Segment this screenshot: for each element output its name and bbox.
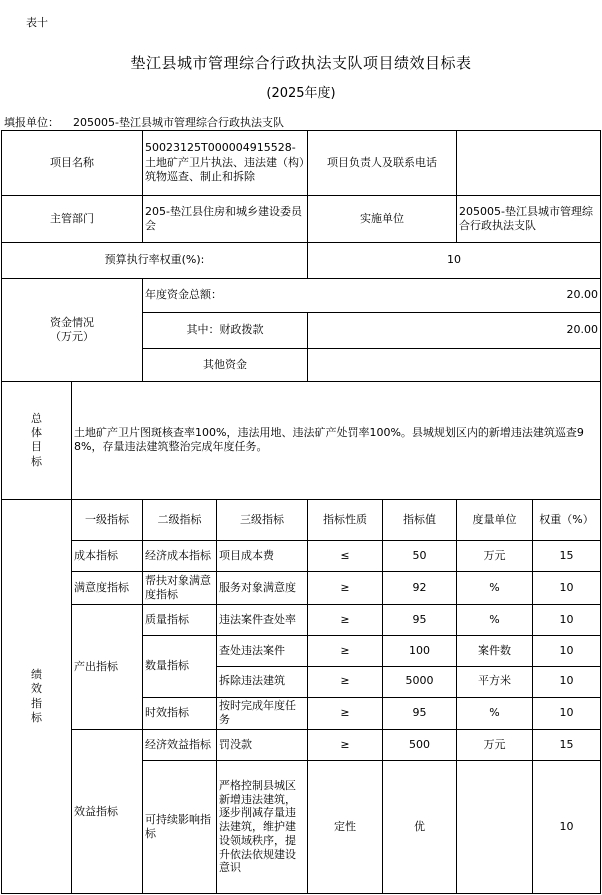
funds-other-value — [308, 348, 601, 381]
header-unit: 度量单位 — [457, 500, 533, 541]
cell-level3: 严格控制县城区新增违法建筑，逐步削减存量违法建筑，维护建设领域秩序，提升依法依规建设意识 — [217, 761, 308, 894]
goal-row — [2, 381, 601, 499]
header-level1: 一级指标 — [72, 500, 143, 541]
header-level2: 二级指标 — [143, 500, 217, 541]
cell-weight: 10 — [533, 666, 601, 697]
form-label: 表十 — [26, 16, 48, 29]
cell-level3: 项目成本费 — [217, 541, 308, 572]
table-row — [2, 572, 601, 605]
header-value: 指标值 — [383, 500, 457, 541]
goal-label — [2, 381, 72, 499]
dept-row — [2, 195, 601, 242]
cell-value: 5000 — [383, 666, 457, 697]
cell-value: 92 — [383, 572, 457, 605]
cell-weight: 10 — [533, 635, 601, 666]
goal-text: 土地矿产卫片图斑核查率100%，违法用地、违法矿产处罚率100%。县城规划区内的新增违法建筑巡查98%，存量违法建筑整治完成年度任务。 — [72, 381, 601, 499]
cell-unit — [457, 761, 533, 894]
funds-other-label: 其他资金 — [143, 348, 308, 381]
header-weight: 权重（%） — [533, 500, 601, 541]
cell-unit: 案件数 — [457, 635, 533, 666]
goal-label-text: 总体目标 — [31, 411, 42, 468]
cell-value: 500 — [383, 730, 457, 761]
funds-total-label: 年度资金总额： — [145, 288, 222, 302]
cell-unit: % — [457, 572, 533, 605]
cell-nature: ≥ — [308, 666, 383, 697]
project-row — [2, 131, 601, 196]
cell-level3: 违法案件查处率 — [217, 604, 308, 635]
year-subtitle: (2025年度) — [266, 86, 336, 101]
cell-weight: 10 — [533, 572, 601, 605]
cell-nature: ≥ — [308, 697, 383, 730]
cell-value: 95 — [383, 697, 457, 730]
cell-level2: 数量指标 — [143, 635, 217, 697]
cell-weight: 10 — [533, 697, 601, 730]
impl-unit-label: 实施单位 — [308, 195, 457, 242]
cell-level2: 经济成本指标 — [143, 541, 217, 572]
cell-level2: 可持续影响指标 — [143, 761, 217, 894]
dept-label: 主管部门 — [2, 195, 143, 242]
funds-fiscal-label: 其中：财政拨款 — [143, 312, 308, 348]
cell-nature: 定性 — [308, 761, 383, 894]
funds-label-text: 资金情况（万元） — [50, 315, 94, 343]
budget-rate-label: 预算执行率权重(%): — [2, 243, 308, 279]
cell-level2: 经济效益指标 — [143, 730, 217, 761]
cell-nature: ≥ — [308, 572, 383, 605]
fill-unit-value: 205005-垫江县城市管理综合行政执法支队 — [73, 116, 284, 129]
cell-level3: 拆除违法建筑 — [217, 666, 308, 697]
cell-nature: ≤ — [308, 541, 383, 572]
funds-fiscal-value: 20.00 — [308, 312, 601, 348]
table-row — [2, 604, 601, 635]
cell-nature: ≥ — [308, 604, 383, 635]
cell-level2: 时效指标 — [143, 697, 217, 730]
cell-level1: 成本指标 — [72, 541, 143, 572]
cell-weight: 15 — [533, 541, 601, 572]
table-row — [2, 541, 601, 572]
budget-rate-value: 10 — [308, 243, 601, 279]
cell-unit: % — [457, 604, 533, 635]
performance-table — [1, 130, 601, 894]
cell-unit: 平方米 — [457, 666, 533, 697]
table-row — [2, 730, 601, 761]
funds-total-cell — [143, 279, 601, 313]
cell-level1: 满意度指标 — [72, 572, 143, 605]
fill-unit — [4, 114, 298, 130]
impl-unit-value: 205005-垫江县城市管理综合行政执法支队 — [457, 195, 601, 242]
cell-level1: 产出指标 — [72, 604, 143, 729]
perf-header-row — [2, 500, 601, 541]
cell-value: 95 — [383, 604, 457, 635]
perf-label-text: 绩效指标 — [31, 667, 42, 724]
dept-value: 205-垫江县住房和城乡建设委员会 — [143, 195, 308, 242]
funds-total-row — [2, 279, 601, 313]
leader-label: 项目负责人及联系电话 — [308, 131, 457, 196]
cell-level1: 效益指标 — [72, 730, 143, 894]
cell-value: 优 — [383, 761, 457, 894]
cell-weight: 15 — [533, 730, 601, 761]
cell-level3: 按时完成年度任务 — [217, 697, 308, 730]
cell-value: 50 — [383, 541, 457, 572]
cell-level3: 查处违法案件 — [217, 635, 308, 666]
cell-value: 100 — [383, 635, 457, 666]
project-name-label: 项目名称 — [2, 131, 143, 196]
cell-level2: 质量指标 — [143, 604, 217, 635]
header-nature: 指标性质 — [308, 500, 383, 541]
cell-nature: ≥ — [308, 635, 383, 666]
cell-level2: 帮扶对象满意度指标 — [143, 572, 217, 605]
header-level3: 三级指标 — [217, 500, 308, 541]
cell-unit: % — [457, 697, 533, 730]
cell-weight: 10 — [533, 604, 601, 635]
funds-label — [2, 279, 143, 382]
page-title: 垫江县城市管理综合行政执法支队项目绩效目标表 — [130, 54, 472, 72]
budget-rate-row — [2, 243, 601, 279]
perf-label — [2, 500, 72, 894]
cell-nature: ≥ — [308, 730, 383, 761]
cell-level3: 服务对象满意度 — [217, 572, 308, 605]
project-name-value: 50023125T000004915528-土地矿产卫片执法、违法建（构）筑物巡查、制止和拆除 — [143, 131, 308, 196]
cell-level3: 罚没款 — [217, 730, 308, 761]
funds-total-value: 20.00 — [566, 288, 599, 302]
cell-unit: 万元 — [457, 541, 533, 572]
cell-unit: 万元 — [457, 730, 533, 761]
cell-weight: 10 — [533, 761, 601, 894]
fill-unit-label: 填报单位： — [4, 116, 59, 129]
leader-value — [457, 131, 601, 196]
